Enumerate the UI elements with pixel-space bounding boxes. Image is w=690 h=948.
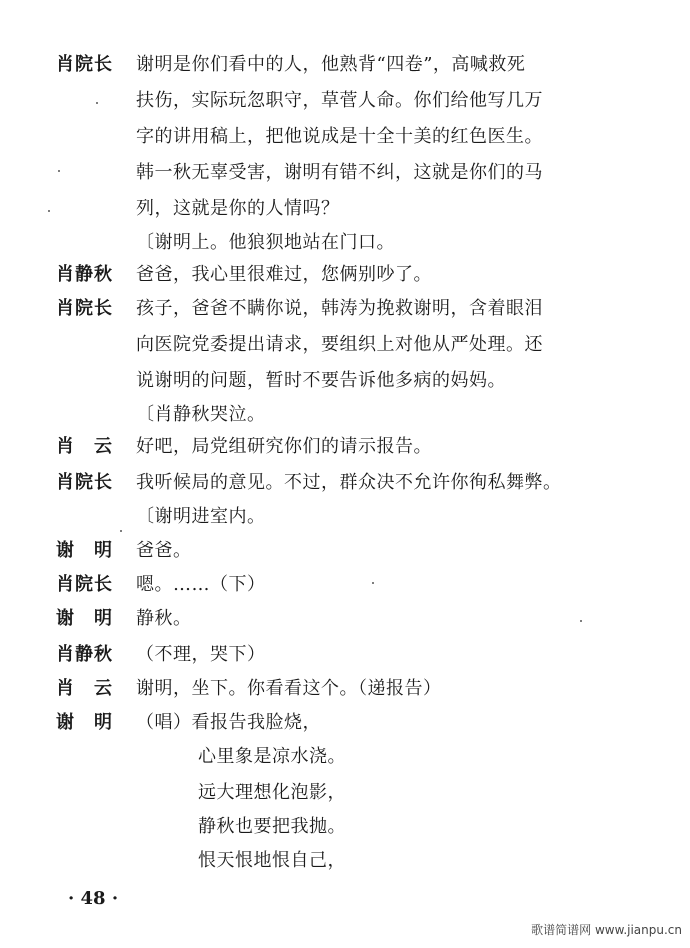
stage-direction: 〔肖静秋哭泣。 bbox=[136, 404, 266, 425]
speaker-label: 肖院长 bbox=[56, 574, 113, 595]
speaker-label: 肖静秋 bbox=[56, 264, 113, 285]
speaker-label: 肖院长 bbox=[56, 298, 113, 319]
song-line: 远大理想化泡影， bbox=[198, 782, 346, 803]
dialogue-line: 嗯。……（下） bbox=[136, 574, 266, 595]
dialogue-line: 字的讲用稿上，把他说成是十全十美的红色医生。 bbox=[136, 126, 543, 147]
dialogue-line: 静秋。 bbox=[136, 608, 192, 629]
dialogue-line: 韩一秋无辜受害，谢明有错不纠，这就是你们的马 bbox=[136, 162, 543, 183]
speaker-label: 肖院长 bbox=[56, 472, 113, 493]
song-line: 心里象是凉水浇。 bbox=[198, 746, 346, 767]
speaker-label: 谢 明 bbox=[56, 712, 113, 733]
dialogue-line: 谢明，坐下。你看看这个。（递报告） bbox=[136, 678, 442, 699]
dialogue-line: 爸爸，我心里很难过，您俩别吵了。 bbox=[136, 264, 432, 285]
scan-speck bbox=[372, 582, 374, 584]
dialogue-line: （唱）看报告我脸烧， bbox=[136, 712, 321, 733]
dialogue-line: 向医院党委提出请求，要组织上对他从严处理。还 bbox=[136, 334, 543, 355]
dialogue-line: 列，这就是你的人情吗？ bbox=[136, 198, 340, 219]
song-line: 恨天恨地恨自己， bbox=[198, 850, 346, 871]
scan-speck bbox=[58, 170, 60, 172]
stage-direction: 〔谢明上。他狼狈地站在门口。 bbox=[136, 232, 395, 253]
stage-direction: 〔谢明进室内。 bbox=[136, 506, 266, 527]
dialogue-line: 孩子，爸爸不瞒你说，韩涛为挽救谢明，含着眼泪 bbox=[136, 298, 543, 319]
speaker-label: 谢 明 bbox=[56, 540, 113, 561]
speaker-label: 肖院长 bbox=[56, 54, 113, 75]
dialogue-line: 好吧，局党组研究你们的请示报告。 bbox=[136, 436, 432, 457]
scan-speck bbox=[580, 620, 582, 622]
speaker-label: 谢 明 bbox=[56, 608, 113, 629]
dialogue-line: 扶伤，实际玩忽职守，草菅人命。你们给他写几万 bbox=[136, 90, 543, 111]
dialogue-line: 我听候局的意见。不过，群众决不允许你徇私舞弊。 bbox=[136, 472, 562, 493]
song-line: 静秋也要把我抛。 bbox=[198, 816, 346, 837]
speaker-label: 肖 云 bbox=[56, 678, 113, 699]
dialogue-line: 爸爸。 bbox=[136, 540, 192, 561]
scan-speck bbox=[48, 210, 50, 212]
dialogue-line: （不理，哭下） bbox=[136, 644, 266, 665]
scan-speck bbox=[120, 530, 122, 532]
speaker-label: 肖静秋 bbox=[56, 644, 113, 665]
scan-speck bbox=[96, 102, 98, 104]
dialogue-line: 说谢明的问题，暂时不要告诉他多病的妈妈。 bbox=[136, 370, 506, 391]
watermark: 歌谱简谱网 www.jianpu.cn bbox=[531, 923, 682, 937]
dialogue-line: 谢明是你们看中的人，他熟背“四卷”，高喊救死 bbox=[136, 54, 526, 75]
speaker-label: 肖 云 bbox=[56, 436, 113, 457]
page-number: · 48 · bbox=[68, 888, 119, 909]
